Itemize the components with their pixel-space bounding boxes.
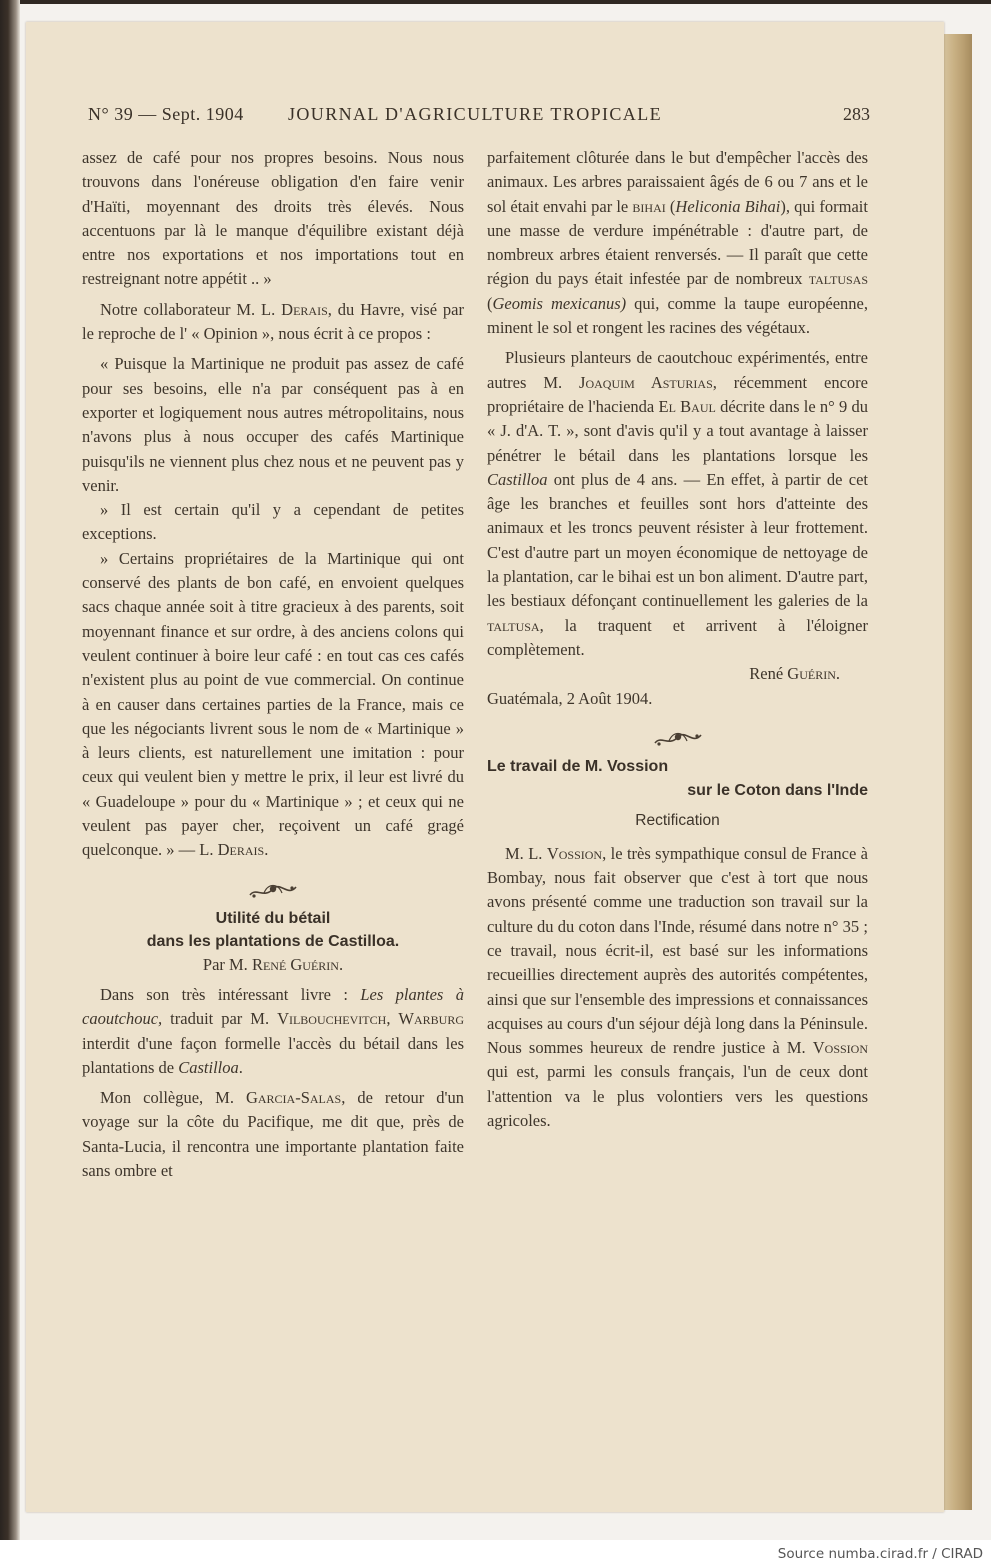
page-number: 283	[843, 104, 870, 124]
text-run: ont plus de 4 ans. — En effet, à partir de cet âge les branches et feuilles sont hors d'atteinte des animaux et les troncs peuvent résister à leur frottement. C'est d'autre part un moyen économique de nettoyage de la plantation, car le bihai est un bon aliment. D'autre part, les bestiaux défonçant continuellement les galeries de la	[487, 469, 868, 611]
text-run: .	[835, 664, 840, 684]
paragraph-vossion	[487, 842, 868, 1134]
left-column	[82, 146, 464, 1183]
paragraph-garcia-salas	[82, 1086, 464, 1183]
text-run: , du Havre, visé par le reproche de l' « Opinion », nous écrit à ce propos :	[82, 299, 464, 344]
text-run: ,	[386, 1009, 399, 1029]
issue-number: N° 39 — Sept. 1904	[88, 104, 244, 124]
person-name: Vossion	[546, 843, 603, 863]
book-title: Les plantes à caoutchouc,	[82, 984, 464, 1029]
article-title-betail	[82, 907, 464, 953]
scan-top-edge	[0, 0, 991, 4]
text-run: interdit d'une façon formelle l'accès du bétail dans les plantations de	[82, 1033, 464, 1077]
text-run: qui, comme la taupe européenne, minent le sol et rongent les racines des végétaux.	[487, 293, 868, 338]
text-run: , récemment encore propriétaire de l'hacienda	[487, 372, 868, 416]
person-name: Vilbouchevitch	[277, 1009, 387, 1029]
text-run: Mon collègue, M.	[100, 1088, 246, 1108]
text-run: Plusieurs planteurs de caoutchouc expérimentés, entre autres M.	[487, 348, 868, 392]
text-run: Notre collaborateur M. L.	[100, 299, 282, 319]
animal-name: taltusas	[808, 269, 868, 289]
book-binding-edge	[0, 0, 20, 1540]
text-run: M. L.	[505, 843, 547, 863]
text-run: René	[749, 664, 788, 684]
paragraph-planteurs	[487, 346, 868, 662]
running-header	[88, 104, 870, 132]
source-credit: Source numba.cirad.fr / CIRAD	[777, 1546, 983, 1562]
text-run: .	[338, 954, 344, 974]
article-title-vossion-line2: sur le Coton dans l'Inde	[687, 782, 868, 800]
text-run: décrite dans le n° 9 du « J. d'A. T. », sont d'avis qu'il y a tout avantage à laisser pénétrer le bétail dans les plantations lorsque les	[487, 396, 869, 465]
species-name: Heliconia Bihai	[675, 196, 781, 216]
person-name: Garcia-Salas	[245, 1088, 342, 1108]
title-line: dans les plantations de Castilloa.	[146, 932, 400, 950]
text-run: , la traquent et arrivent à l'éloigner complètement.	[487, 615, 868, 659]
paragraph-plantation	[487, 146, 868, 340]
author-name: Derais	[217, 840, 265, 860]
animal-name: taltusa	[487, 615, 540, 635]
paragraph-continued: assez de café pour nos propres besoins. Nous nous trouvons dans l'onéreuse obligation d'en faire venir d'Haïti, moyennant des droits très élevés. Nous accentuons par là le manque d'équilibre existant déjà entre nos exportations et nos importations tout en restreignant notre appétit .. »	[82, 148, 464, 289]
person-name: Vossion	[812, 1038, 868, 1058]
text-run: .	[264, 840, 269, 860]
text-run: (	[487, 293, 493, 313]
text-run: qui est, parmi les consuls français, l'un de ceux dont l'attention va le plus volontiers vers les questions agricoles.	[487, 1062, 868, 1130]
paragraph-livre	[82, 983, 464, 1080]
text-run: parfaitement clôturée dans le but d'empêcher l'accès des animaux. Les arbres paraissaient âgés de 6 ou 7 ans et le sol était envahi par le	[487, 148, 868, 216]
person-name: Warburg	[398, 1009, 465, 1029]
fleuron-ornament-icon	[651, 725, 705, 749]
text-run: » Certains propriétaires de la Martinique qui ont conservé des plants de bon café, en envoient quelques sacs chaque année soit à titre gracieux à des parents, soit moyennant finance et sur ordre, à des anciens colons qui veulent continuer à boire leur café : en tout cas ces cafés n'existent plus au point de vue commercial. On continue à en causer dans certaines parties de la France, mais ce que les négociants livrent sous le nom de « Martinique » à leurs clients, est naturellement une imitation : pour ceux qui veulent bien y mettre le prix, il leur est livré du « Guadeloupe » pour du « Martinique » ; et ceux qui ne veulent pas payer cher, reçoivent un café gragé quelconque. » — L.	[82, 548, 464, 860]
journal-title: JOURNAL D'AGRICULTURE TROPICALE	[288, 104, 662, 124]
text-run: ), qui formait une masse de verdure impénétrable : d'autre part, de nombreux arbres étaient renversés. — Il paraît que cette région du pays était infestée par de nombreux	[487, 196, 868, 289]
right-column	[487, 146, 868, 1133]
author-name: Guérin	[787, 664, 836, 684]
paragraph-quote-2: » Il est certain qu'il y a cependant de petites exceptions.	[82, 500, 464, 544]
species-name: Castilloa	[178, 1057, 239, 1077]
text-run: Dans son très intéressant livre :	[100, 984, 361, 1004]
species-name: Geomis mexicanus)	[492, 293, 627, 313]
text-run: (	[665, 196, 676, 216]
title-line: Utilité du bétail	[215, 909, 331, 927]
species-name: Castilloa	[487, 469, 548, 489]
text-run: .	[238, 1057, 243, 1077]
fleuron-ornament-icon	[246, 877, 300, 901]
hacienda-name: El Baul	[658, 396, 716, 416]
author-name: Derais	[281, 299, 328, 319]
page-stack-edge	[944, 34, 972, 1510]
plant-name: bihai	[632, 196, 666, 216]
author-name: René Guérin	[251, 954, 339, 974]
text-run: , de retour d'un voyage sur la côte du Pacifique, me dit que, près de Santa-Lucia, il rencontra une importante plantation faite sans ombre et	[82, 1088, 464, 1180]
article-subtitle: Rectification	[635, 812, 720, 830]
paragraph-quote-1: « Puisque la Martinique ne produit pas assez de café pour ses besoins, elle n'a par conséquent pas à en exporter et logiquement nous autres métropolitains, nous n'avons plus à nous occuper des cafés Martinique puisqu'ils ne viennent plus chez nous et ne peuvent pas y venir.	[82, 354, 464, 495]
paragraph-quote-3	[82, 547, 464, 863]
article-title-vossion-line1: Le travail de M. Vossion	[487, 757, 669, 775]
text-run: traduit par M.	[162, 1009, 278, 1029]
text-run: , le très sympathique consul de France à Bombay, nous fait observer que c'est à tort que nous avons présenté comme une traduction son travail sur la culture du du coton dans l'Inde, résumé dans notre n° 35 ; ce travail, nous écrit-il, est basé sur les informations recueillies directement auprès des autorités compétentes, ainsi que sur l'ensemble des impressions et connaissances acquises au cours d'un séjour déjà long dans la Péninsule. Nous sommes heureux de rendre justice à M.	[487, 843, 869, 1058]
signature	[487, 662, 868, 686]
text-run: Par M.	[202, 954, 252, 974]
dateline: Guatémala, 2 Août 1904.	[487, 688, 653, 708]
person-name: Joaquim Asturias	[579, 372, 713, 392]
paragraph-derais-intro	[82, 298, 464, 347]
byline	[82, 953, 464, 977]
